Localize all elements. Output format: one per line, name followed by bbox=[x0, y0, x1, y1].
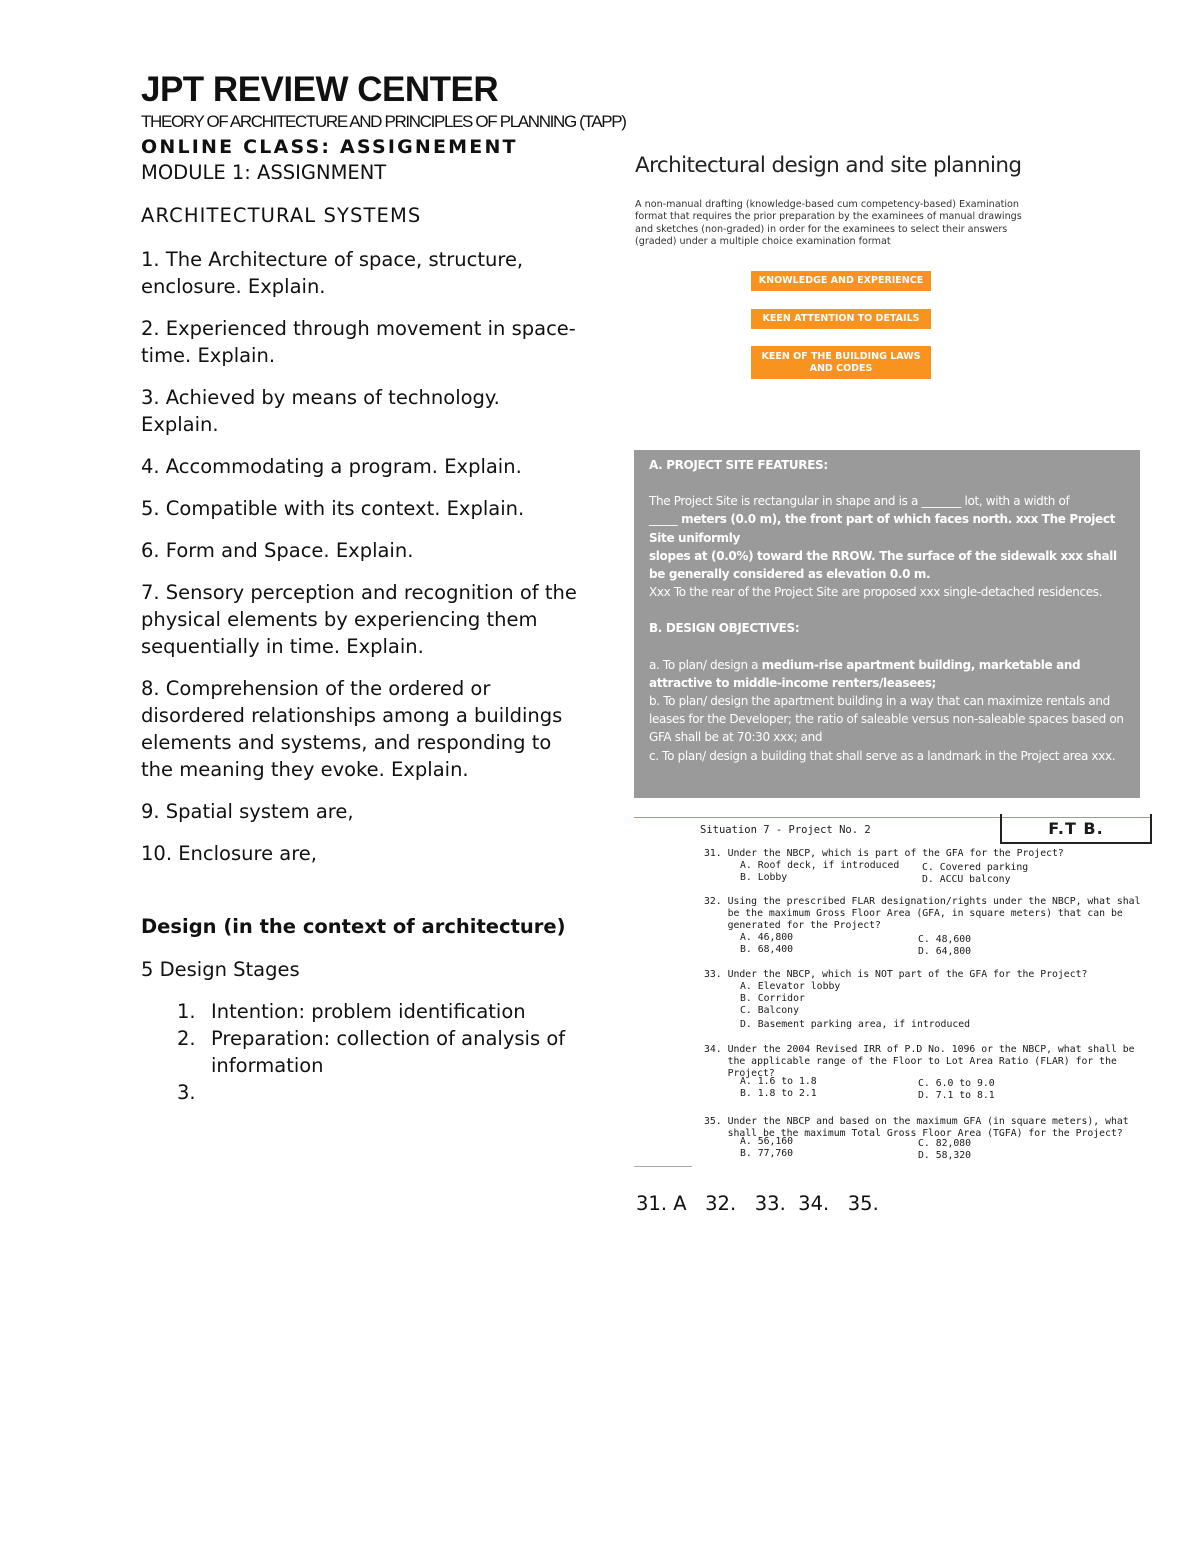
site-features-heading: A. PROJECT SITE FEATURES: bbox=[649, 458, 828, 472]
exam-question: 32. Using the prescribed FLAR designation/rights under the NBCP, what shal be the maximum Gross Floor Area (GFA, in square meters) that can be generated for the Project? A. 46,800 B. 68,400 C. 48,600 D. 64,800 bbox=[704, 896, 1141, 957]
slide-title: Architectural design and site planning bbox=[635, 153, 1022, 178]
question-item: 2. Experienced through movement in space-time. Explain. bbox=[141, 317, 576, 367]
ftb-badge: F.T B. bbox=[1000, 814, 1152, 844]
question-item: 3. Achieved by means of technology. Explain. bbox=[141, 386, 500, 436]
page-title: JPT REVIEW CENTER bbox=[141, 70, 499, 109]
design-stage-item: Preparation: collection of analysis of information bbox=[211, 1027, 566, 1077]
question-list bbox=[141, 246, 581, 867]
exam-scan bbox=[634, 814, 1152, 1174]
question-item: 6. Form and Space. Explain. bbox=[141, 539, 414, 562]
objective-text: c. To plan/ design a building that shall serve as a landmark in the Project area xxx. bbox=[649, 748, 1116, 763]
exam-question: 33. Under the NBCP, which is NOT part of the GFA for the Project? A. Elevator lobby B. Corridor C. Balcony D. Basement parking area, if introduced bbox=[704, 969, 1088, 1030]
exam-question: 31. Under the NBCP, which is part of the GFA for the Project? A. Roof deck, if introduced B. Lobby C. Covered parking D. ACCU balcony bbox=[704, 848, 1064, 885]
question-item: 9. Spatial system are, bbox=[141, 800, 354, 823]
slide-image bbox=[635, 150, 1055, 385]
question-item: 10. Enclosure are, bbox=[141, 842, 317, 865]
exam-question: 35. Under the NBCP and based on the maximum GFA (in square meters), what shall be the maximum Total Gross Floor Area (TGFA) for the Project? A. 56,160 B. 77,760 C. 82,080 D. 58,320 bbox=[704, 1116, 1129, 1161]
site-text: slopes at (0.0%) toward the RROW. The surface of the sidewalk xxx shall be generally considered as elevation 0.0 m. bbox=[649, 548, 1117, 582]
design-stages-label: 5 Design Stages bbox=[141, 958, 300, 981]
design-objectives-heading: B. DESIGN OBJECTIVES: bbox=[649, 621, 800, 636]
question-item: 8. Comprehension of the ordered or disordered relationships among a buildings elements and systems, and responding to the meaning they evoke. Explain. bbox=[141, 677, 563, 781]
design-stages-list bbox=[141, 998, 581, 1079]
design-heading: Design (in the context of architecture) bbox=[141, 915, 566, 938]
question-item: 5. Compatible with its context. Explain. bbox=[141, 497, 525, 520]
objective-text: a. To plan/ design a medium-rise apartment building, marketable and attractive to middle-income renters/leasees; bbox=[649, 657, 1081, 690]
knowledge-experience-box: KNOWLEDGE AND EXPERIENCE bbox=[751, 271, 931, 291]
assignment-column bbox=[141, 70, 626, 1079]
online-class-label: ONLINE CLASS: ASSIGNEMENT bbox=[141, 136, 518, 158]
attention-details-box: KEEN ATTENTION TO DETAILS bbox=[751, 309, 931, 329]
design-stage-item: Intention: problem identification bbox=[211, 1000, 526, 1023]
divider bbox=[634, 1166, 692, 1167]
objective-text: b. To plan/ design the apartment building in a way that can maximize rentals and leases for the Developer; the ratio of saleable versus non-saleable spaces based on GFA shall be at 70:30 xxx; and bbox=[649, 694, 1124, 745]
question-item: 4. Accommodating a program. Explain. bbox=[141, 455, 522, 478]
site-text: Xxx To the rear of the Project Site are proposed xxx single-detached residences. bbox=[649, 585, 1103, 600]
answer-line: 31. A 32. 33. 34. 35. bbox=[636, 1192, 879, 1215]
course-subject: THEORY OF ARCHITECTURE AND PRINCIPLES OF PLANNING (TAPP) bbox=[141, 112, 626, 131]
situation-label: Situation 7 - Project No. 2 bbox=[700, 824, 871, 836]
site-text: _____ meters (0.0 m), the front part of which faces north. xxx The Project Site uniformly bbox=[649, 512, 1115, 545]
exam-question: 34. Under the 2004 Revised IRR of P.D No. 1096 or the NBCP, what shall be the applicable range of the Floor to Lot Area Ratio (FLAR) for the Project? A. 1.6 to 1.8 B. 1.8 to 2.1 C. 6.0 to 9.0 D. 7.1 to 8.1 bbox=[704, 1044, 1135, 1101]
module-label: MODULE 1: ASSIGNMENT bbox=[141, 161, 387, 184]
project-site-box bbox=[634, 450, 1140, 798]
slide-description: A non-manual drafting (knowledge-based cum competency-based) Examination format that requires the prior preparation by the examinees of manual drawings and sketches (non-graded) in order for the examinees to select their answers (graded) under a multiple choice examination format bbox=[635, 199, 1022, 247]
site-text: The Project Site is rectangular in shape and is a _______ lot, with a width of bbox=[649, 494, 1070, 509]
question-item: 1. The Architecture of space, structure, enclosure. Explain. bbox=[141, 248, 524, 298]
question-item: 7. Sensory perception and recognition of the physical elements by experiencing them sequentially in time. Explain. bbox=[141, 581, 577, 658]
section-heading: ARCHITECTURAL SYSTEMS bbox=[141, 204, 422, 227]
building-laws-box: KEEN OF THE BUILDING LAWS AND CODES bbox=[751, 346, 931, 379]
